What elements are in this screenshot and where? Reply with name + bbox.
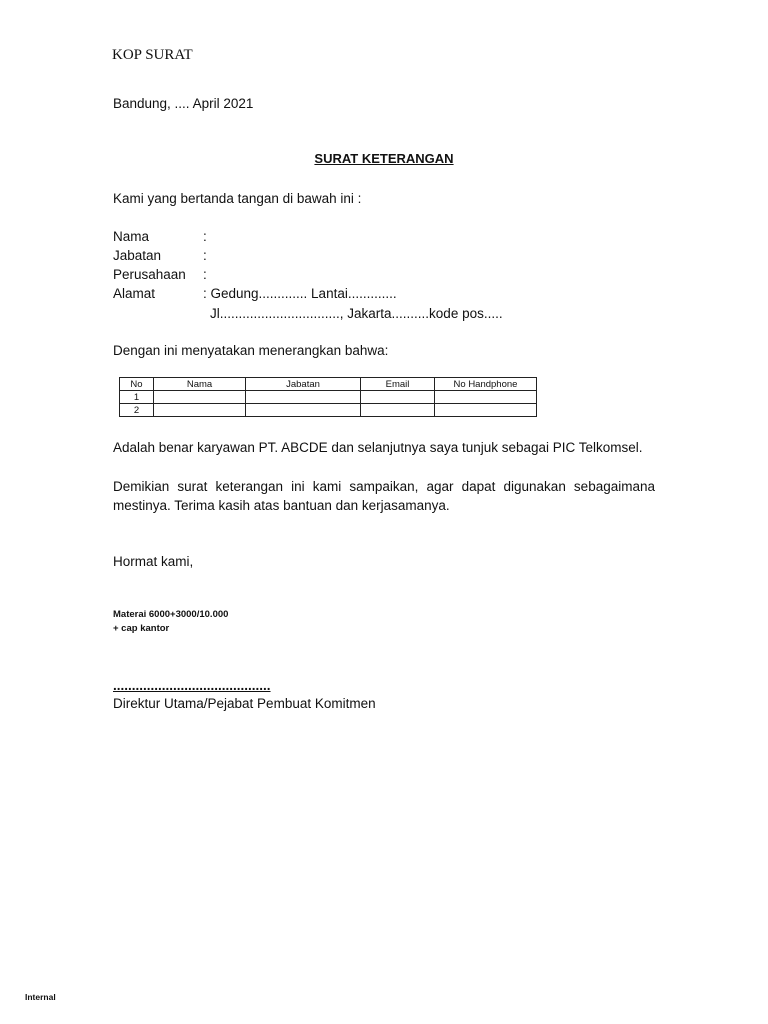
statement-text: Dengan ini menyatakan menerangkan bahwa: xyxy=(113,343,389,358)
table-cell-no: 1 xyxy=(120,391,154,404)
table-cell-nama xyxy=(154,391,246,404)
field-value-nama: : xyxy=(203,229,207,244)
table-cell-jabatan xyxy=(246,391,361,404)
stamp-duty-note: Materai 6000+3000/10.000 xyxy=(113,609,229,620)
field-value-perusahaan: : xyxy=(203,267,207,282)
table-row xyxy=(120,404,537,417)
table-header-handphone: No Handphone xyxy=(435,378,537,391)
address-line-2: Jl................................, Jakarta..........kode pos..... xyxy=(210,306,503,321)
closing-salutation: Hormat kami, xyxy=(113,554,194,569)
field-value-alamat: : Gedung............. Lantai............. xyxy=(203,286,397,301)
table-cell-email xyxy=(361,391,435,404)
letterhead: KOP SURAT xyxy=(112,47,193,63)
paragraph-closing-statement: Demikian surat keterangan ini kami sampaikan, agar dapat digunakan sebagaimana mestinya. Terima kasih atas bantuan dan kerjasamanya. xyxy=(113,479,655,513)
table-cell-no: 2 xyxy=(120,404,154,417)
table-row xyxy=(120,391,537,404)
table-header-email: Email xyxy=(361,378,435,391)
table-cell-nama xyxy=(154,404,246,417)
field-label-nama: Nama xyxy=(113,229,150,244)
staff-table xyxy=(119,377,537,417)
table-cell-handphone xyxy=(435,404,537,417)
intro-text: Kami yang bertanda tangan di bawah ini : xyxy=(113,191,362,206)
classification-label: Internal xyxy=(25,992,56,1002)
field-label-jabatan: Jabatan xyxy=(113,248,162,263)
table-header-no: No xyxy=(120,378,154,391)
date-line: Bandung, .... April 2021 xyxy=(113,96,254,111)
table-header-row xyxy=(120,378,537,391)
field-label-perusahaan: Perusahaan xyxy=(113,267,186,282)
office-stamp-note: + cap kantor xyxy=(113,623,170,634)
table-header-nama: Nama xyxy=(154,378,246,391)
table-header-jabatan: Jabatan xyxy=(246,378,361,391)
paragraph-employee-confirmation: Adalah benar karyawan PT. ABCDE dan selanjutnya saya tunjuk sebagai PIC Telkomsel. xyxy=(113,440,643,455)
signature-line: .......................................... xyxy=(113,678,271,693)
table-cell-jabatan xyxy=(246,404,361,417)
field-value-jabatan: : xyxy=(203,248,207,263)
letter-title: SURAT KETERANGAN xyxy=(314,151,454,166)
table-cell-handphone xyxy=(435,391,537,404)
field-label-alamat: Alamat xyxy=(113,286,156,301)
table-cell-email xyxy=(361,404,435,417)
signatory-title: Direktur Utama/Pejabat Pembuat Komitmen xyxy=(113,696,376,711)
